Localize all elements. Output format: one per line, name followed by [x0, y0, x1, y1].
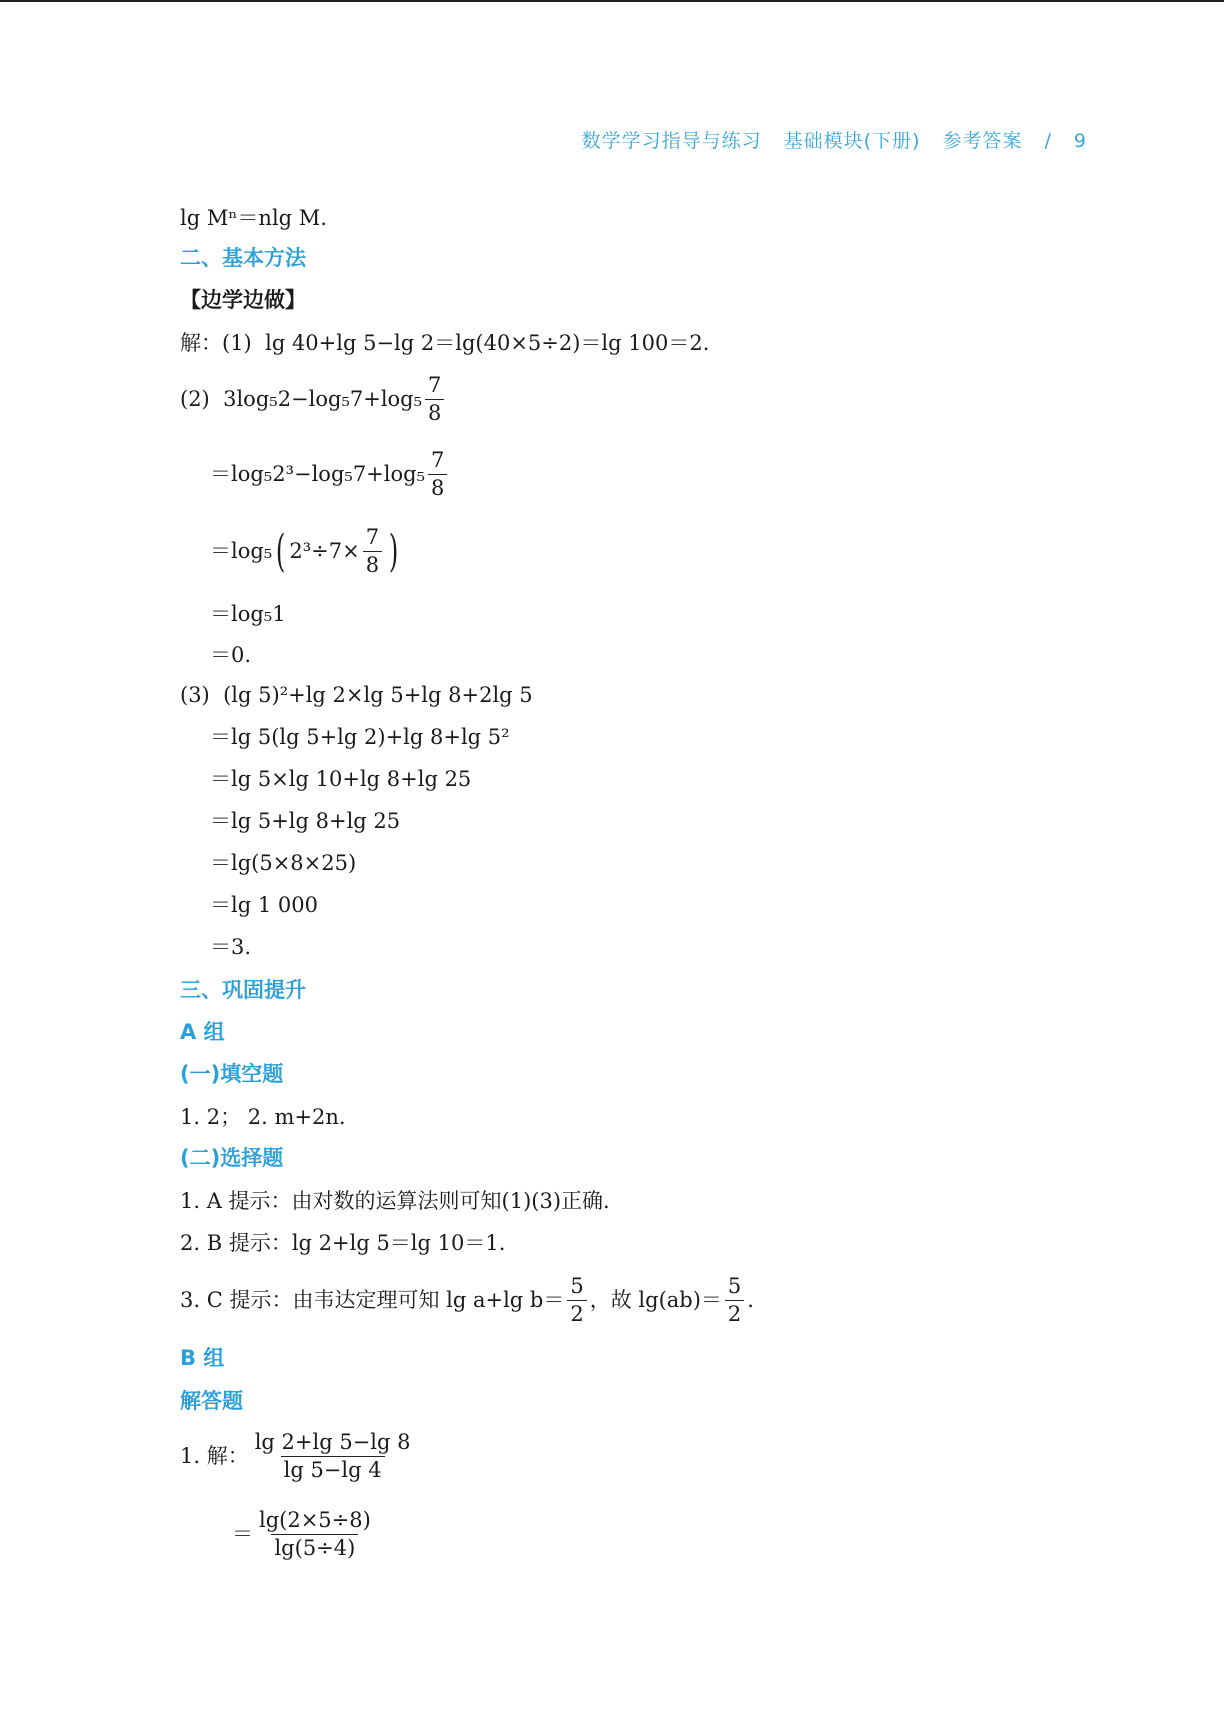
answer-question-heading: 解答题 [180, 1389, 243, 1413]
problem-2-expression: (2) 3log₅2−log₅7+log₅ $\frac{7}{8}$ [180, 375, 447, 424]
learn-do-heading: 【边学边做】 [180, 288, 306, 312]
problem-3-expression: (3) (lg 5)²+lg 2×lg 5+lg 8+2lg 5 [180, 683, 533, 707]
page-number: 9 [1073, 130, 1087, 152]
power-rule-line: lg Mⁿ＝nlg M. [180, 206, 327, 230]
problem-3-step-4: ＝lg(5×8×25) [210, 851, 357, 875]
module-label: 基础模块(下册) [783, 130, 921, 152]
fraction-7-8: $\frac{7}{8}$ [428, 450, 447, 499]
choice-3: 3. C 提示：由韦达定理可知 lg a+lg b＝ $\frac{5}{2}$ ，故 lg(ab)＝ $\frac{5}{2}$ . [180, 1274, 754, 1326]
problem-3-step-2: ＝lg 5×lg 10+lg 8+lg 25 [210, 767, 472, 791]
b1-step-1: ＝ $\frac{\lg(2\times 5\div 8)}{\lg(5\div 4)}$ [232, 1510, 377, 1559]
b1-solution: 1. 解： $\frac{\lg 2+\lg 5-\lg 8}{\lg 5-\lg 4}$ [180, 1432, 417, 1481]
top-border [0, 0, 1224, 2]
section-label: 参考答案 [942, 130, 1023, 152]
section-3-heading: 三、巩固提升 [180, 978, 306, 1002]
section-2-heading: 二、基本方法 [180, 246, 306, 270]
problem-2-step-3: ＝log₅1 [210, 602, 286, 626]
fill-in-answers: 1. 2； 2. m+2n. [180, 1105, 346, 1129]
right-paren: ) [388, 525, 399, 577]
fill-in-heading: (一)填空题 [180, 1062, 284, 1086]
choice-1: 1. A 提示：由对数的运算法则可知(1)(3)正确. [180, 1189, 610, 1213]
problem-2-step-4: ＝0. [210, 643, 252, 667]
fraction-7-8: $\frac{7}{8}$ [425, 375, 444, 424]
problem-2-step-1: ＝log₅2³−log₅7+log₅ $\frac{7}{8}$ [210, 450, 450, 499]
running-header [582, 126, 1087, 153]
book-title: 数学学习指导与练习 [581, 130, 762, 152]
group-a-heading: A 组 [180, 1020, 225, 1044]
problem-3-step-1: ＝lg 5(lg 5+lg 2)+lg 8+lg 5² [210, 725, 510, 749]
fraction-5-2: $\frac{5}{2}$ [725, 1276, 744, 1325]
solution-1: 解：(1) lg 40+lg 5−lg 2＝lg(40×5÷2)＝lg 100＝2. [180, 331, 710, 355]
problem-2-step-2: ＝log₅ ( 2³÷7× $\frac{7}{8}$ ) [210, 525, 399, 577]
problem-3-step-6: ＝3. [210, 935, 252, 959]
multiple-choice-heading: (二)选择题 [180, 1146, 284, 1170]
fraction-b1: $\frac{\lg 2+\lg 5-\lg 8}{\lg 5-\lg 4}$ [254, 1430, 411, 1482]
group-b-heading: B 组 [180, 1346, 225, 1370]
left-paren: ( [276, 525, 286, 577]
fraction-b1-step: $\frac{\lg(2\times 5\div 8)}{\lg(5\div 4)}$ [259, 1508, 371, 1560]
problem-3-step-5: ＝lg 1 000 [210, 893, 318, 917]
choice-2: 2. B 提示：lg 2+lg 5＝lg 10＝1. [180, 1231, 506, 1255]
header-separator: / [1044, 130, 1052, 152]
problem-3-step-3: ＝lg 5+lg 8+lg 25 [210, 809, 401, 833]
fraction-5-2: $\frac{5}{2}$ [567, 1276, 586, 1325]
fraction-7-8: $\frac{7}{8}$ [363, 527, 382, 576]
